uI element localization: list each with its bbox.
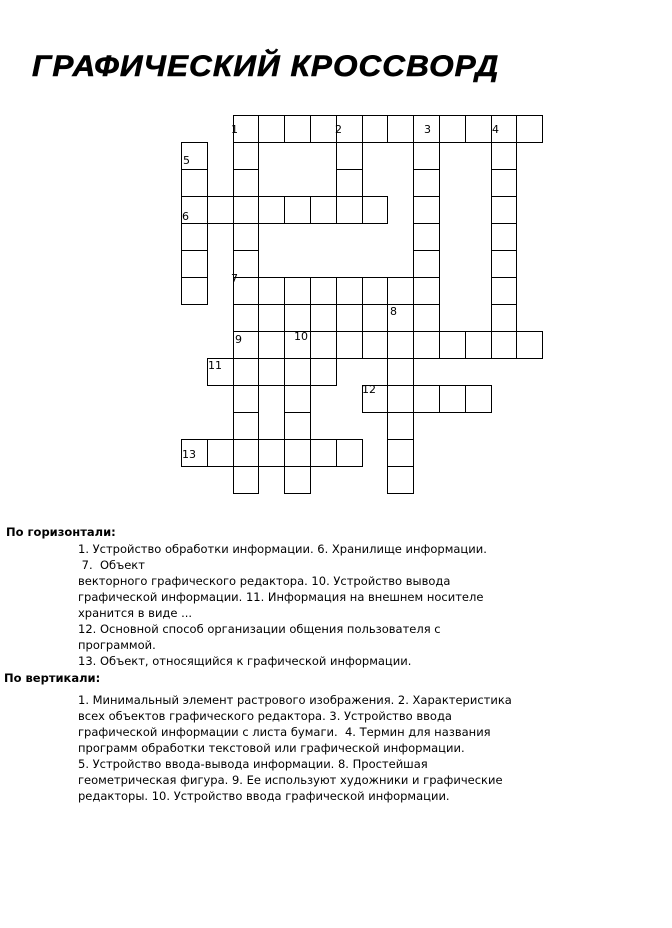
crossword-cell[interactable]	[413, 277, 440, 305]
page-title: ГРАФИЧЕСКИЙ КРОССВОРД	[32, 50, 500, 83]
crossword-cell[interactable]	[233, 358, 260, 386]
crossword-cell[interactable]	[413, 385, 440, 413]
crossword-cell[interactable]	[233, 304, 260, 332]
vertical-clues	[78, 692, 512, 804]
crossword-cell[interactable]	[310, 196, 337, 224]
crossword-cell[interactable]	[362, 277, 389, 305]
crossword-cell[interactable]	[310, 331, 337, 359]
crossword-cell[interactable]	[491, 196, 518, 224]
crossword-cell[interactable]	[387, 115, 414, 143]
crossword-cell[interactable]	[310, 439, 337, 467]
clue-number: 8	[390, 305, 397, 318]
crossword-cell[interactable]	[491, 169, 518, 197]
clue-number: 13	[182, 448, 196, 461]
crossword-cell[interactable]	[181, 169, 208, 197]
clue-number: 12	[362, 383, 376, 396]
crossword-cell[interactable]	[465, 331, 492, 359]
horizontal-heading: По горизонтали:	[6, 525, 116, 539]
crossword-cell[interactable]	[284, 385, 311, 413]
clue-line: 1. Минимальный элемент растрового изображения. 2. Характеристика	[78, 693, 512, 707]
crossword-cell[interactable]	[362, 331, 389, 359]
crossword-cell[interactable]	[258, 115, 285, 143]
crossword-cell[interactable]	[413, 304, 440, 332]
clue-line: хранится в виде ...	[78, 606, 193, 620]
crossword-cell[interactable]	[413, 196, 440, 224]
crossword-cell[interactable]	[207, 196, 234, 224]
crossword-cell[interactable]	[181, 223, 208, 251]
crossword-cell[interactable]	[439, 331, 466, 359]
crossword-cell[interactable]	[233, 142, 260, 170]
clue-line: редакторы. 10. Устройство ввода графической информации.	[78, 789, 450, 803]
crossword-cell[interactable]	[258, 439, 285, 467]
clue-number: 1	[231, 123, 238, 136]
clue-line: графической информации. 11. Информация на внешнем носителе	[78, 590, 484, 604]
clue-number: 3	[424, 123, 431, 136]
clue-number: 10	[294, 330, 308, 343]
vertical-heading: По вертикали:	[4, 671, 101, 685]
crossword-cell[interactable]	[233, 466, 260, 494]
crossword-cell[interactable]	[284, 439, 311, 467]
crossword-cell[interactable]	[387, 358, 414, 386]
crossword-cell[interactable]	[336, 439, 363, 467]
clue-line: 5. Устройство ввода-вывода информации. 8. Простейшая	[78, 757, 428, 771]
crossword-cell[interactable]	[439, 115, 466, 143]
crossword-cell[interactable]	[491, 331, 518, 359]
crossword-cell[interactable]	[491, 277, 518, 305]
crossword-cell[interactable]	[258, 304, 285, 332]
clue-number: 7	[231, 272, 238, 285]
crossword-cell[interactable]	[465, 385, 492, 413]
crossword-cell[interactable]	[310, 277, 337, 305]
crossword-cell[interactable]	[413, 250, 440, 278]
clue-line: 12. Основной способ организации общения пользователя с	[78, 622, 441, 636]
crossword-cell[interactable]	[336, 169, 363, 197]
crossword-cell[interactable]	[258, 277, 285, 305]
clue-line: 13. Объект, относящийся к графической информации.	[78, 654, 412, 668]
crossword-cell[interactable]	[413, 331, 440, 359]
crossword-cell[interactable]	[362, 115, 389, 143]
clue-line: 7. Объект	[78, 558, 145, 572]
clue-number: 9	[235, 333, 242, 346]
crossword-cell[interactable]	[465, 115, 492, 143]
crossword-cell[interactable]	[284, 358, 311, 386]
crossword-cell[interactable]	[310, 304, 337, 332]
clue-number: 11	[208, 359, 222, 372]
crossword-cell[interactable]	[516, 115, 543, 143]
crossword-cell[interactable]	[284, 412, 311, 440]
horizontal-clues	[78, 541, 487, 669]
crossword-cell[interactable]	[491, 250, 518, 278]
crossword-cell[interactable]	[387, 385, 414, 413]
clue-line: всех объектов графического редактора. 3. Устройство ввода	[78, 709, 452, 723]
crossword-cell[interactable]	[413, 142, 440, 170]
crossword-cell[interactable]	[516, 331, 543, 359]
crossword-cell[interactable]	[181, 277, 208, 305]
crossword-cell[interactable]	[258, 358, 285, 386]
clue-line: 1. Устройство обработки информации. 6. Хранилище информации.	[78, 542, 487, 556]
crossword-cell[interactable]	[233, 385, 260, 413]
crossword-cell[interactable]	[258, 196, 285, 224]
crossword-cell[interactable]	[439, 385, 466, 413]
crossword-cell[interactable]	[491, 223, 518, 251]
crossword-cell[interactable]	[336, 142, 363, 170]
crossword-cell[interactable]	[284, 196, 311, 224]
crossword-cell[interactable]	[233, 196, 260, 224]
crossword-cell[interactable]	[387, 412, 414, 440]
crossword-cell[interactable]	[233, 169, 260, 197]
crossword-cell[interactable]	[413, 223, 440, 251]
crossword-cell[interactable]	[362, 196, 389, 224]
clue-line: графической информации с листа бумаги. 4. Термин для названия	[78, 725, 491, 739]
crossword-cell[interactable]	[387, 466, 414, 494]
crossword-cell[interactable]	[491, 142, 518, 170]
crossword-cell[interactable]	[310, 358, 337, 386]
crossword-cell[interactable]	[284, 277, 311, 305]
clue-line: программ обработки текстовой или графической информации.	[78, 741, 465, 755]
clue-number: 4	[492, 123, 499, 136]
crossword-cell[interactable]	[284, 304, 311, 332]
clue-line: векторного графического редактора. 10. Устройство вывода	[78, 574, 451, 588]
crossword-cell[interactable]	[336, 304, 363, 332]
crossword-cell[interactable]	[233, 223, 260, 251]
crossword-cell[interactable]	[233, 439, 260, 467]
crossword-cell[interactable]	[181, 250, 208, 278]
clue-number: 6	[182, 210, 189, 223]
clue-number: 2	[335, 123, 342, 136]
crossword-cell[interactable]	[310, 115, 337, 143]
crossword-cell[interactable]	[491, 304, 518, 332]
clue-line: программой.	[78, 638, 156, 652]
clue-number: 5	[183, 154, 190, 167]
crossword-cell[interactable]	[336, 196, 363, 224]
crossword-cell[interactable]	[413, 169, 440, 197]
crossword-cell[interactable]	[233, 412, 260, 440]
crossword-cell[interactable]	[284, 115, 311, 143]
crossword-cell[interactable]	[387, 331, 414, 359]
crossword-cell[interactable]	[336, 331, 363, 359]
crossword-cell[interactable]	[284, 466, 311, 494]
clue-line: геометрическая фигура. 9. Ее используют художники и графические	[78, 773, 503, 787]
crossword-cell[interactable]	[387, 439, 414, 467]
crossword-cell[interactable]	[258, 331, 285, 359]
crossword-cell[interactable]	[336, 277, 363, 305]
crossword-cell[interactable]	[207, 439, 234, 467]
crossword-cell[interactable]	[387, 277, 414, 305]
